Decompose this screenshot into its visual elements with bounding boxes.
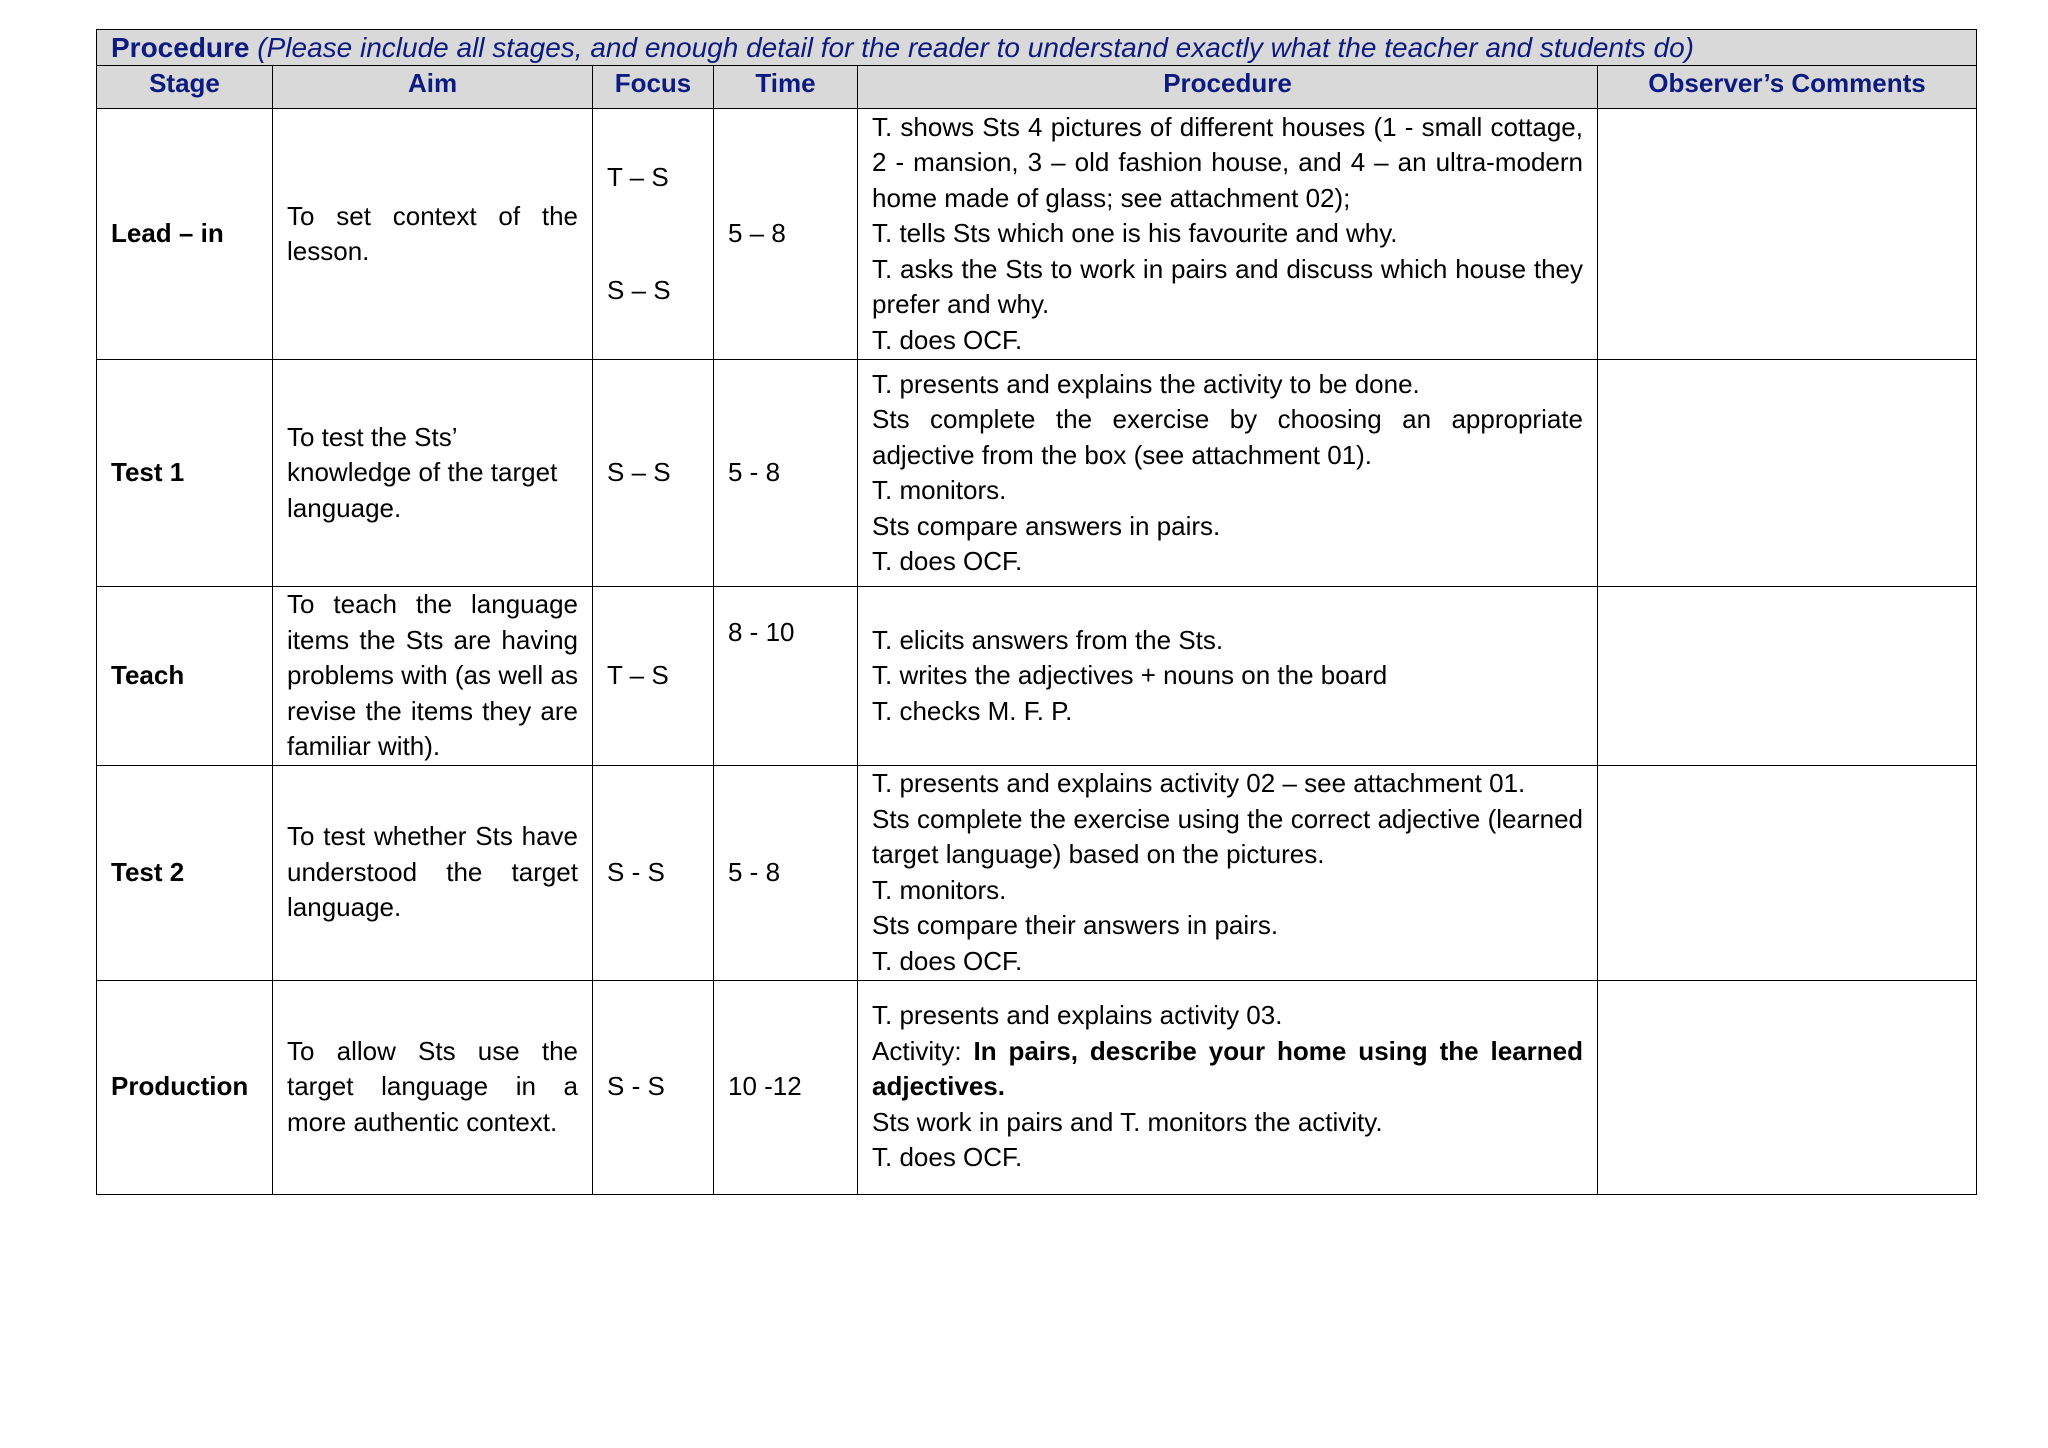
focus-cell: S - S — [593, 765, 714, 980]
procedure-line: T. monitors. — [872, 475, 1007, 505]
procedure-line: Sts complete the exercise using the correct adjective (learned target language) based on the pictures. — [872, 803, 1583, 869]
procedure-cell — [858, 587, 1598, 766]
procedure-line: T. checks M. F. P. — [872, 695, 1073, 726]
procedure-line: T. monitors. — [872, 874, 1007, 905]
stage-cell: Lead – in — [97, 109, 273, 360]
time-cell: 10 -12 — [714, 980, 858, 1194]
procedure-line: Sts compare answers in pairs. — [872, 510, 1221, 541]
column-header-procedure: Procedure — [858, 66, 1598, 109]
procedure-cell — [858, 765, 1598, 980]
stage-cell: Teach — [97, 587, 273, 766]
comments-cell — [1598, 109, 1977, 360]
stage-cell: Test 2 — [97, 765, 273, 980]
procedure-line: T. presents and explains activity 03. — [872, 1000, 1283, 1031]
procedure-line: T. writes the adjectives + nouns on the board — [872, 660, 1388, 690]
procedure-line: Sts compare their answers in pairs. — [872, 910, 1279, 940]
aim-cell: To test whether Sts have understood the target language. — [273, 765, 593, 980]
table-row — [97, 980, 1977, 1194]
focus-cell — [593, 109, 714, 360]
procedure-cell — [858, 360, 1598, 587]
time-cell: 5 - 8 — [714, 360, 858, 587]
procedure-line: T. does OCF. — [872, 1142, 1023, 1173]
table-title-cell — [97, 30, 1977, 66]
procedure-activity-line — [872, 1034, 1583, 1105]
procedure-line: Sts complete the exercise by choosing an appropriate adjective from the box (see attachment 01). — [872, 404, 1583, 470]
procedure-line: T. does OCF. — [872, 546, 1023, 576]
table-row — [97, 765, 1977, 980]
table-title: Procedure — [111, 31, 250, 63]
procedure-line: T. does OCF. — [872, 324, 1023, 355]
time-cell: 8 - 10 — [714, 587, 858, 766]
focus-cell: T – S — [593, 587, 714, 766]
table-row — [97, 109, 1977, 360]
procedure-line: T. elicits answers from the Sts. — [872, 624, 1224, 655]
comments-cell — [1598, 587, 1977, 766]
aim-cell: To test the Sts’ knowledge of the target language. — [273, 360, 593, 587]
focus-cell: S - S — [593, 980, 714, 1194]
column-header-stage: Stage — [97, 66, 273, 109]
aim-cell: To set context of the lesson. — [273, 109, 593, 360]
column-header-comments: Observer’s Comments — [1598, 66, 1977, 109]
procedure-line: T. tells Sts which one is his favourite and why. — [872, 218, 1398, 249]
comments-cell — [1598, 980, 1977, 1194]
procedure-line: T. shows Sts 4 pictures of different houses (1 - small cottage, 2 - mansion, 3 – old fashion house, and 4 – an ultra-modern home made of glass; see attachment 02); — [872, 111, 1583, 213]
table-title-row — [97, 30, 1977, 66]
focus-value: T – S — [607, 162, 669, 192]
procedure-line: Sts work in pairs and T. monitors the activity. — [872, 1106, 1383, 1137]
procedure-line: T. asks the Sts to work in pairs and discuss which house they prefer and why. — [872, 253, 1583, 320]
table-row — [97, 360, 1977, 587]
procedure-line: T. presents and explains the activity to be done. — [872, 368, 1420, 399]
table-row — [97, 587, 1977, 766]
table-subtitle: (Please include all stages, and enough detail for the reader to understand exactly what the teacher and students do) — [257, 31, 1694, 63]
stage-cell: Production — [97, 980, 273, 1194]
column-header-row — [97, 66, 1977, 109]
procedure-line: T. presents and explains activity 02 – see attachment 01. — [872, 768, 1526, 798]
activity-instruction: In pairs, describe your home using the learned adjectives. — [872, 1035, 1584, 1102]
time-cell: 5 - 8 — [714, 765, 858, 980]
procedure-table — [96, 29, 1977, 1195]
comments-cell — [1598, 765, 1977, 980]
comments-cell — [1598, 360, 1977, 587]
procedure-cell — [858, 109, 1598, 360]
column-header-aim: Aim — [273, 66, 593, 109]
column-header-focus: Focus — [593, 66, 714, 109]
stage-cell: Test 1 — [97, 360, 273, 587]
column-header-time: Time — [714, 66, 858, 109]
focus-value: S – S — [607, 274, 671, 305]
procedure-cell — [858, 980, 1598, 1194]
time-cell: 5 – 8 — [714, 109, 858, 360]
aim-cell: To allow Sts use the target language in a more authentic context. — [273, 980, 593, 1194]
aim-cell: To teach the language items the Sts are having problems with (as well as revise the items they are familiar with). — [273, 587, 593, 766]
focus-cell: S – S — [593, 360, 714, 587]
activity-label: Activity: — [872, 1035, 974, 1066]
procedure-line: T. does OCF. — [872, 945, 1023, 976]
